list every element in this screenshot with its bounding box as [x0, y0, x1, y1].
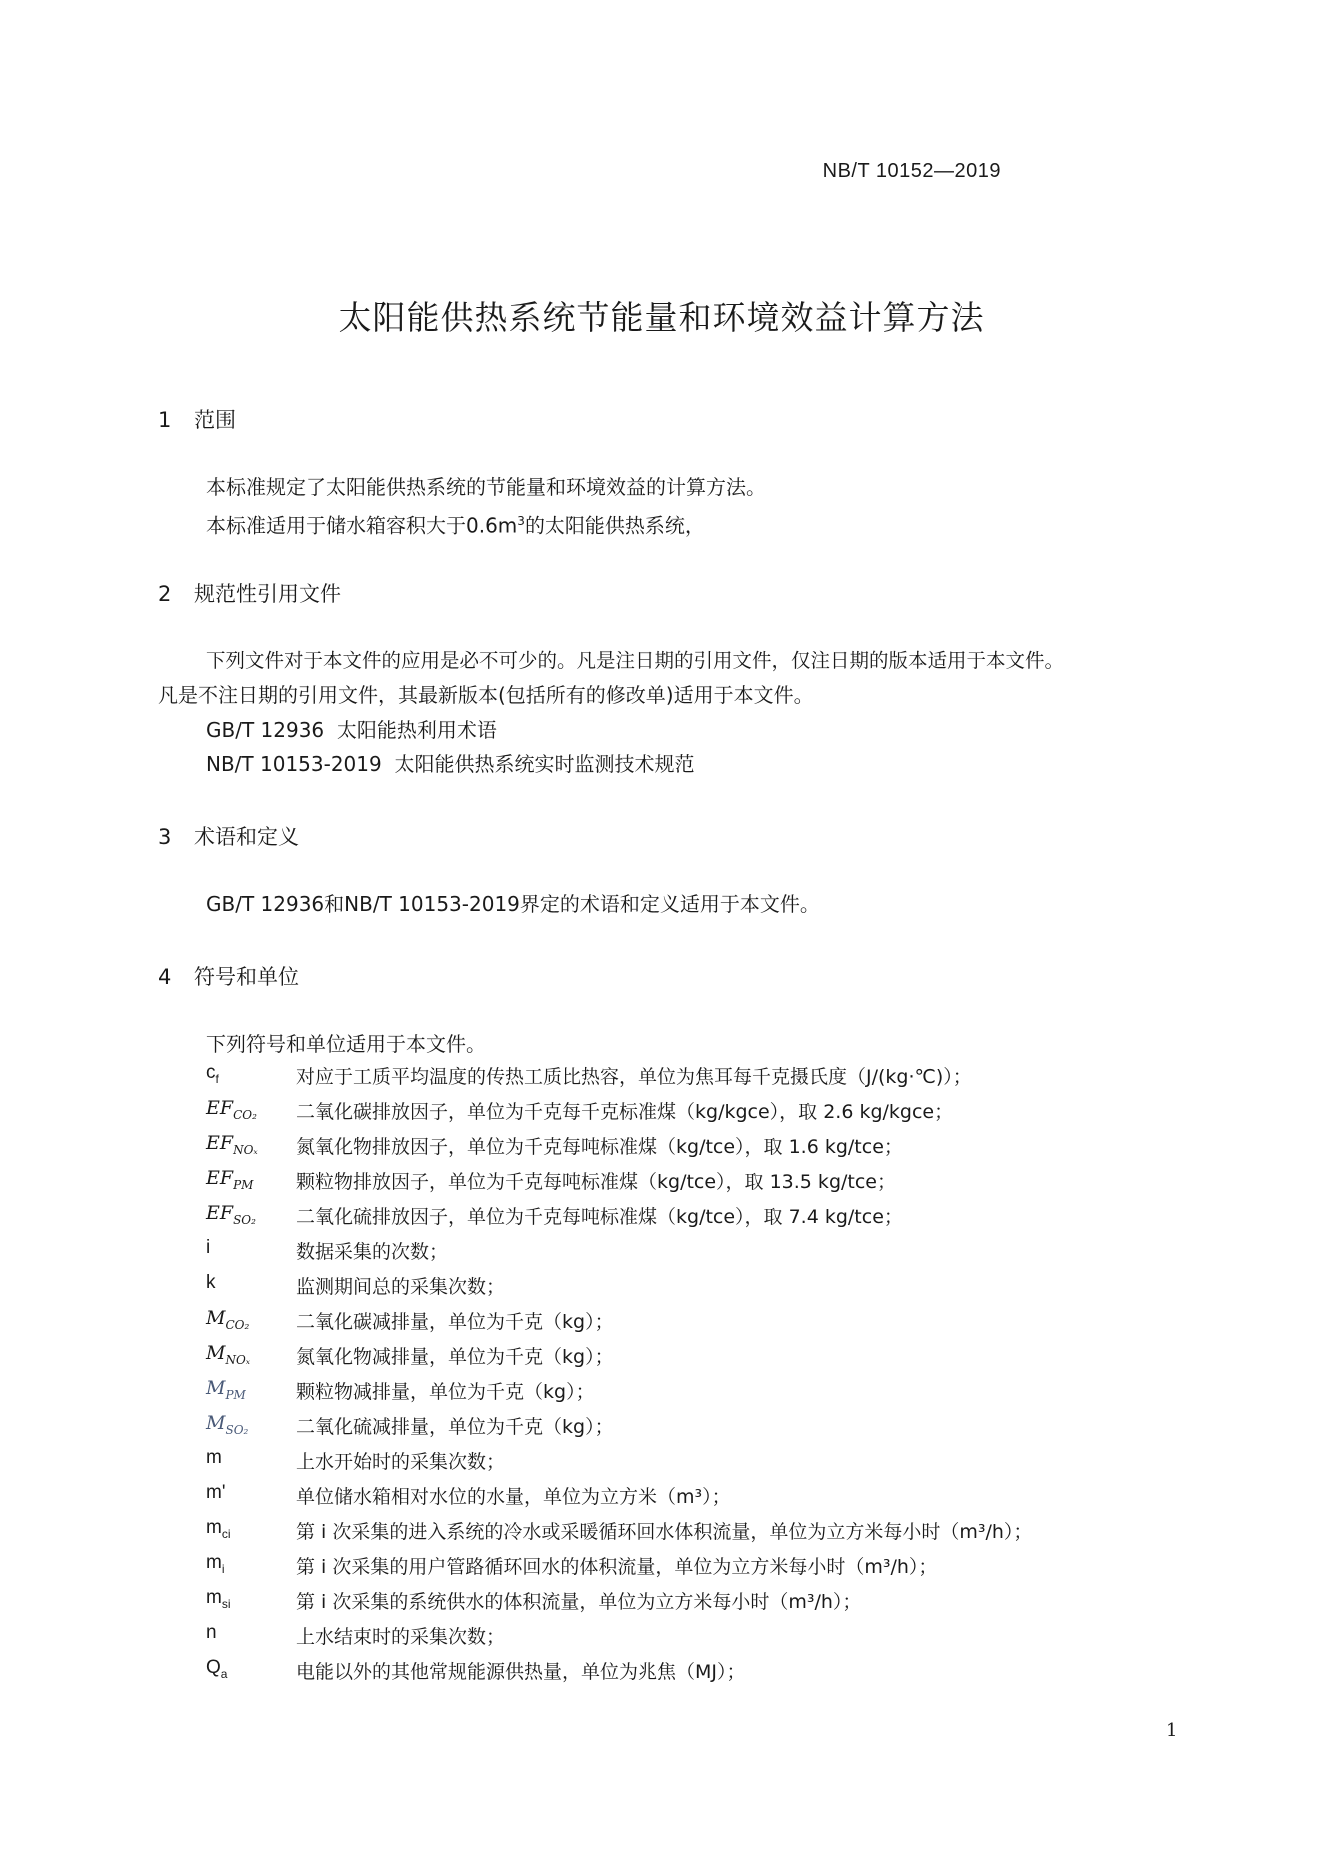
references-intro-line-1: 下列文件对于本文件的应用是必不可少的。凡是注日期的引用文件，仅注日期的版本适用于本文件。 — [206, 649, 1065, 672]
symbols-intro: 下列符号和单位适用于本文件。 — [206, 1032, 486, 1056]
symbol-description: 颗粒物排放因子，单位为千克每吨标准煤（kg/tce），取 13.5 kg/tce； — [296, 1171, 896, 1193]
symbol: k — [206, 1272, 216, 1293]
section-heading-terms — [158, 821, 299, 851]
symbol-description: 监测期间总的采集次数； — [296, 1276, 506, 1298]
symbol-description: 二氧化硫减排量，单位为千克（kg）； — [296, 1416, 614, 1438]
symbol-description: 氮氧化物减排量，单位为千克（kg）； — [296, 1346, 614, 1368]
symbol: $EF_{NO_x}$ — [206, 1132, 258, 1157]
symbol: $m_{si}$ — [206, 1587, 231, 1611]
document-title: 太阳能供热系统节能量和环境效益计算方法 — [338, 298, 985, 337]
symbol: $Q_a$ — [206, 1657, 228, 1681]
symbol-description: 第 i 次采集的系统供水的体积流量，单位为立方米每小时（m³/h）； — [296, 1591, 862, 1613]
symbol: $M_{PM}$ — [206, 1377, 246, 1402]
reference-item: GB/T 12936 太阳能热利用术语 — [206, 718, 497, 742]
symbol-description: 上水结束时的采集次数； — [296, 1626, 506, 1648]
symbol-description: 氮氧化物排放因子，单位为千克每吨标准煤（kg/tce），取 1.6 kg/tce； — [296, 1136, 903, 1158]
symbol: $EF_{SO_2}$ — [206, 1202, 256, 1227]
section-heading-references — [158, 578, 341, 608]
symbol: $m_i$ — [206, 1552, 225, 1576]
symbol-description: 二氧化碳减排量，单位为千克（kg）； — [296, 1311, 614, 1333]
symbol: $c_f$ — [206, 1062, 219, 1086]
symbol-description: 二氧化碳排放因子，单位为千克每千克标准煤（kg/kgce），取 2.6 kg/kgce； — [296, 1101, 954, 1123]
symbol-description: 二氧化硫排放因子，单位为千克每吨标准煤（kg/tce），取 7.4 kg/tce； — [296, 1206, 903, 1228]
symbol: $M_{NO_x}$ — [206, 1342, 251, 1367]
symbol: $EF_{CO_2}$ — [206, 1097, 257, 1122]
section-number: 1 — [158, 408, 172, 432]
symbol-description: 电能以外的其他常规能源供热量，单位为兆焦（MJ）； — [296, 1661, 746, 1683]
symbol-description: 单位储水箱相对水位的水量，单位为立方米（m³）； — [296, 1486, 731, 1508]
symbol: $M_{SO_2}$ — [206, 1412, 249, 1437]
scope-line-1: 本标准规定了太阳能供热系统的节能量和环境效益的计算方法。 — [206, 475, 766, 499]
section-heading-scope — [158, 404, 236, 434]
symbol: $m_{ci}$ — [206, 1517, 231, 1541]
symbol: $EF_{PM}$ — [206, 1167, 254, 1192]
symbol: $M_{CO_2}$ — [206, 1307, 250, 1332]
symbol-description: 第 i 次采集的进入系统的冷水或采暖循环回水体积流量，单位为立方米每小时（m³/h）； — [296, 1521, 1033, 1543]
scope-line-2-text-end: 的太阳能供热系统， — [524, 513, 705, 538]
symbol: m' — [206, 1482, 226, 1503]
symbol-description: 数据采集的次数； — [296, 1241, 449, 1263]
section-title: 符号和单位 — [194, 965, 299, 989]
symbol: n — [206, 1622, 217, 1643]
section-number: 3 — [158, 825, 172, 849]
section-title: 规范性引用文件 — [194, 582, 341, 606]
terms-text: GB/T 12936和NB/T 10153-2019界定的术语和定义适用于本文件。 — [206, 892, 820, 916]
scope-superscript: 3 — [517, 514, 525, 528]
standard-number: NB/T 10152—2019 — [822, 160, 1001, 182]
symbol-description: 颗粒物减排量，单位为千克（kg）； — [296, 1381, 595, 1403]
references-intro-line-2: 凡是不注日期的引用文件，其最新版本(包括所有的修改单)适用于本文件。 — [158, 683, 814, 707]
section-heading-symbols — [158, 961, 299, 991]
section-number: 4 — [158, 965, 172, 989]
symbol-description: 上水开始时的采集次数； — [296, 1451, 506, 1473]
symbol: i — [206, 1237, 211, 1258]
symbol-description: 对应于工质平均温度的传热工质比热容，单位为焦耳每千克摄氏度（J/(kg·℃)）； — [296, 1066, 972, 1088]
scope-line-2 — [206, 504, 705, 543]
section-title: 术语和定义 — [194, 825, 299, 849]
page-number: 1 — [1166, 1720, 1178, 1741]
scope-line-2-text: 本标准适用于储水箱容积大于0.6m — [206, 513, 518, 538]
symbol: m — [206, 1447, 222, 1468]
symbol-description: 第 i 次采集的用户管路循环回水的体积流量，单位为立方米每小时（m³/h）； — [296, 1556, 938, 1578]
section-title: 范围 — [194, 408, 236, 432]
reference-item: NB/T 10153-2019 太阳能供热系统实时监测技术规范 — [206, 752, 695, 776]
section-number: 2 — [158, 582, 172, 606]
